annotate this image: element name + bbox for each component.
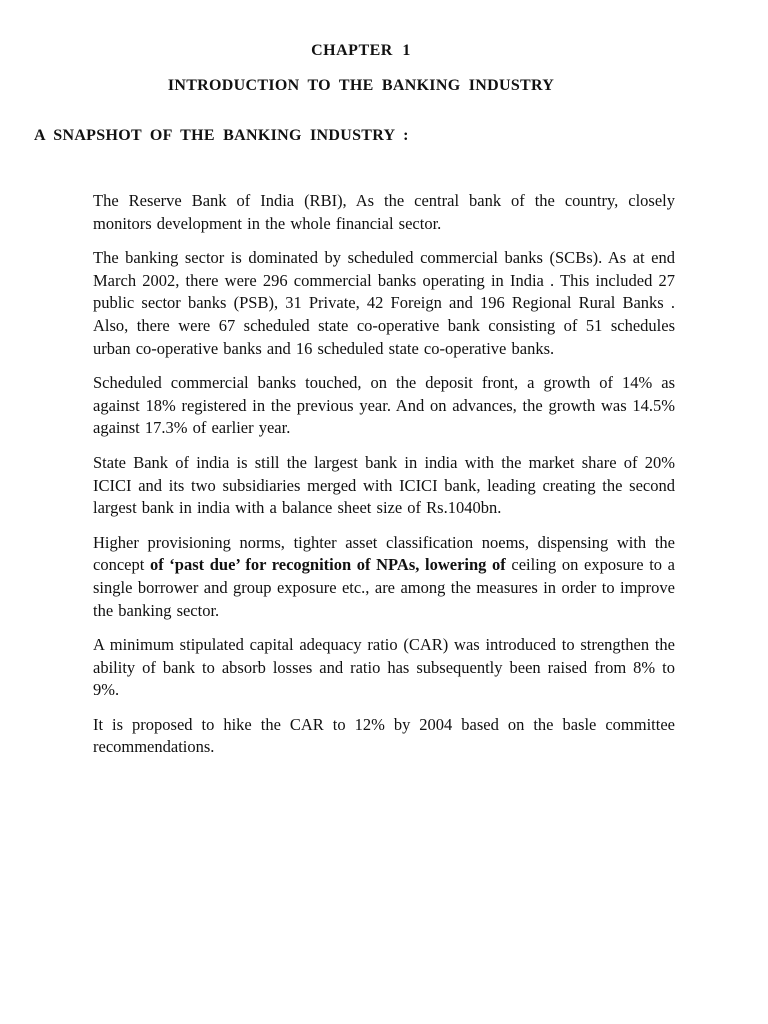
- paragraph-banking-sector: The banking sector is dominated by scheduled commercial banks (SCBs). As at end March 2002, there were 296 commercial banks operating in India . This included 27 public sector banks (PSB), 31 Private, 42 Foreign and 196 Regional Rural Banks . Also, there were 67 scheduled state co-operative bank consisting of 51 schedules urban co-operative banks and 16 scheduled state co-operative banks.: [93, 248, 675, 358]
- paragraph-provisioning-bold: of ‘past due’ for recognition of NPAs, lowering of: [149, 555, 506, 575]
- section-heading: A SNAPSHOT OF THE BANKING INDUSTRY :: [34, 127, 409, 144]
- paragraph-provisioning: [93, 532, 675, 622]
- paragraph-sbi: State Bank of india is still the largest bank in india with the market share of 20% ICICI and its two subsidiaries merged with ICICI bank, leading creating the second largest bank in india with a balance sheet size of Rs.1040bn.: [93, 452, 675, 518]
- body-text: [93, 190, 675, 771]
- paragraph-basle: It is proposed to hike the CAR to 12% by 2004 based on the basle committee recommendations.: [93, 714, 675, 757]
- paragraph-provisioning-end: ceiling on exposure to a single borrower and group exposure etc., are among the measures in order to improve the banking sector.: [93, 555, 676, 620]
- paragraph-provisioning-start: Higher provisioning norms, tighter asset classification noems, dispensing with the concept: [93, 532, 675, 575]
- paragraph-rbi: The Reserve Bank of India (RBI), As the central bank of the country, closely monitors development in the whole financial sector.: [93, 191, 675, 233]
- paragraph-car: A minimum stipulated capital adequacy ratio (CAR) was introduced to strengthen the ability of bank to absorb losses and ratio has subsequently been raised from 8% to 9%.: [93, 635, 675, 700]
- page-title: INTRODUCTION TO THE BANKING INDUSTRY: [167, 77, 555, 94]
- chapter-label: CHAPTER 1: [311, 42, 411, 59]
- paragraph-growth: Scheduled commercial banks touched, on the deposit front, a growth of 14% as against 18% registered in the previous year. And on advances, the growth was 14.5% against 17.3% of earlier year.: [93, 373, 675, 438]
